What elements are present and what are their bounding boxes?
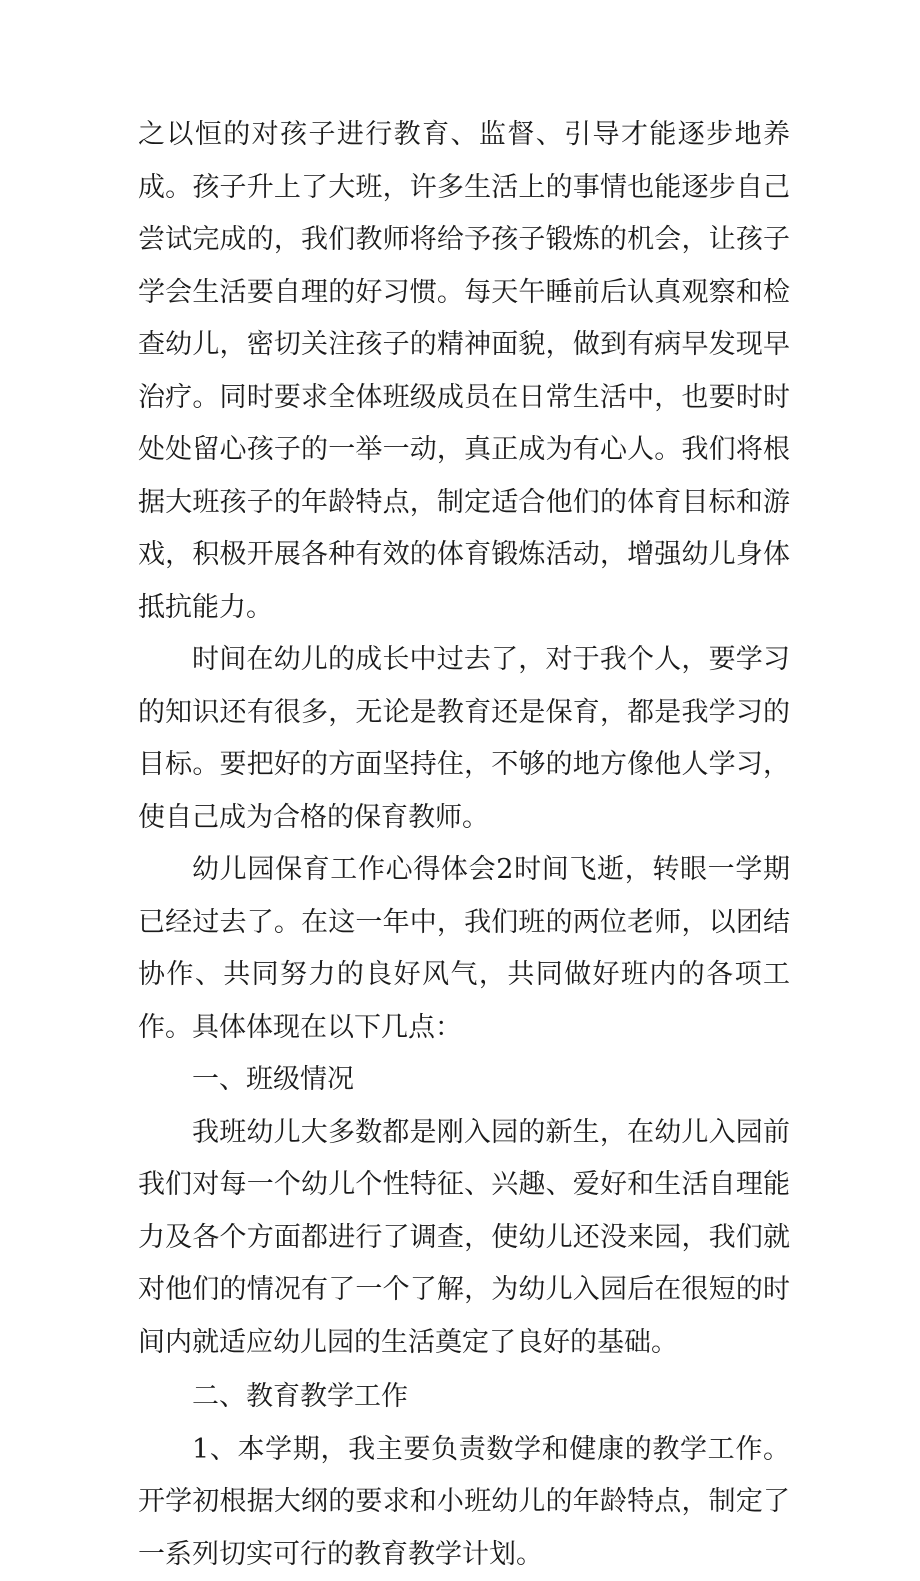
paragraph-intro: 幼儿园保育工作心得体会2时间飞逝，转眼一学期已经过去了。在这一年中，我们班的两位老师，以团结协作、共同努力的良好风气，共同做好班内的各项工作。具体体现在以下几点： [138, 844, 790, 1054]
paragraph-reflection: 时间在幼儿的成长中过去了，对于我个人，要学习的知识还有很多，无论是教育还是保育，都是我学习的目标。要把好的方面坚持住，不够的地方像他人学习，使自己成为合格的保育教师。 [138, 634, 790, 844]
paragraph-continued: 之以恒的对孩子进行教育、监督、引导才能逐步地养成。孩子升上了大班，许多生活上的事情也能逐步自己尝试完成的，我们教师将给予孩子锻炼的机会，让孩子学会生活要自理的好习惯。每天午睡前后认真观察和检查幼儿，密切关注孩子的精神面貌，做到有病早发现早治疗。同时要求全体班级成员在日常生活中，也要时时处处留心孩子的一举一动，真正成为有心人。我们将根据大班孩子的年龄特点，制定适合他们的体育目标和游戏，积极开展各种有效的体育锻炼活动，增强幼儿身体抵抗能力。 [138, 109, 790, 634]
paragraph-teaching-work-item-1: 1、本学期，我主要负责数学和健康的教学工作。开学初根据大纲的要求和小班幼儿的年龄特点，制定了一系列切实可行的教育教学计划。 [138, 1424, 790, 1581]
section-heading-class-situation: 一、班级情况 [138, 1054, 790, 1107]
paragraph-class-situation: 我班幼儿大多数都是刚入园的新生，在幼儿入园前我们对每一个幼儿个性特征、兴趣、爱好和生活自理能力及各个方面都进行了调查，使幼儿还没来园，我们就对他们的情况有了一个了解，为幼儿入园后在很短的时间内就适应幼儿园的生活奠定了良好的基础。 [138, 1107, 790, 1370]
document-body [138, 109, 790, 1581]
section-heading-teaching-work: 二、教育教学工作 [138, 1371, 790, 1424]
